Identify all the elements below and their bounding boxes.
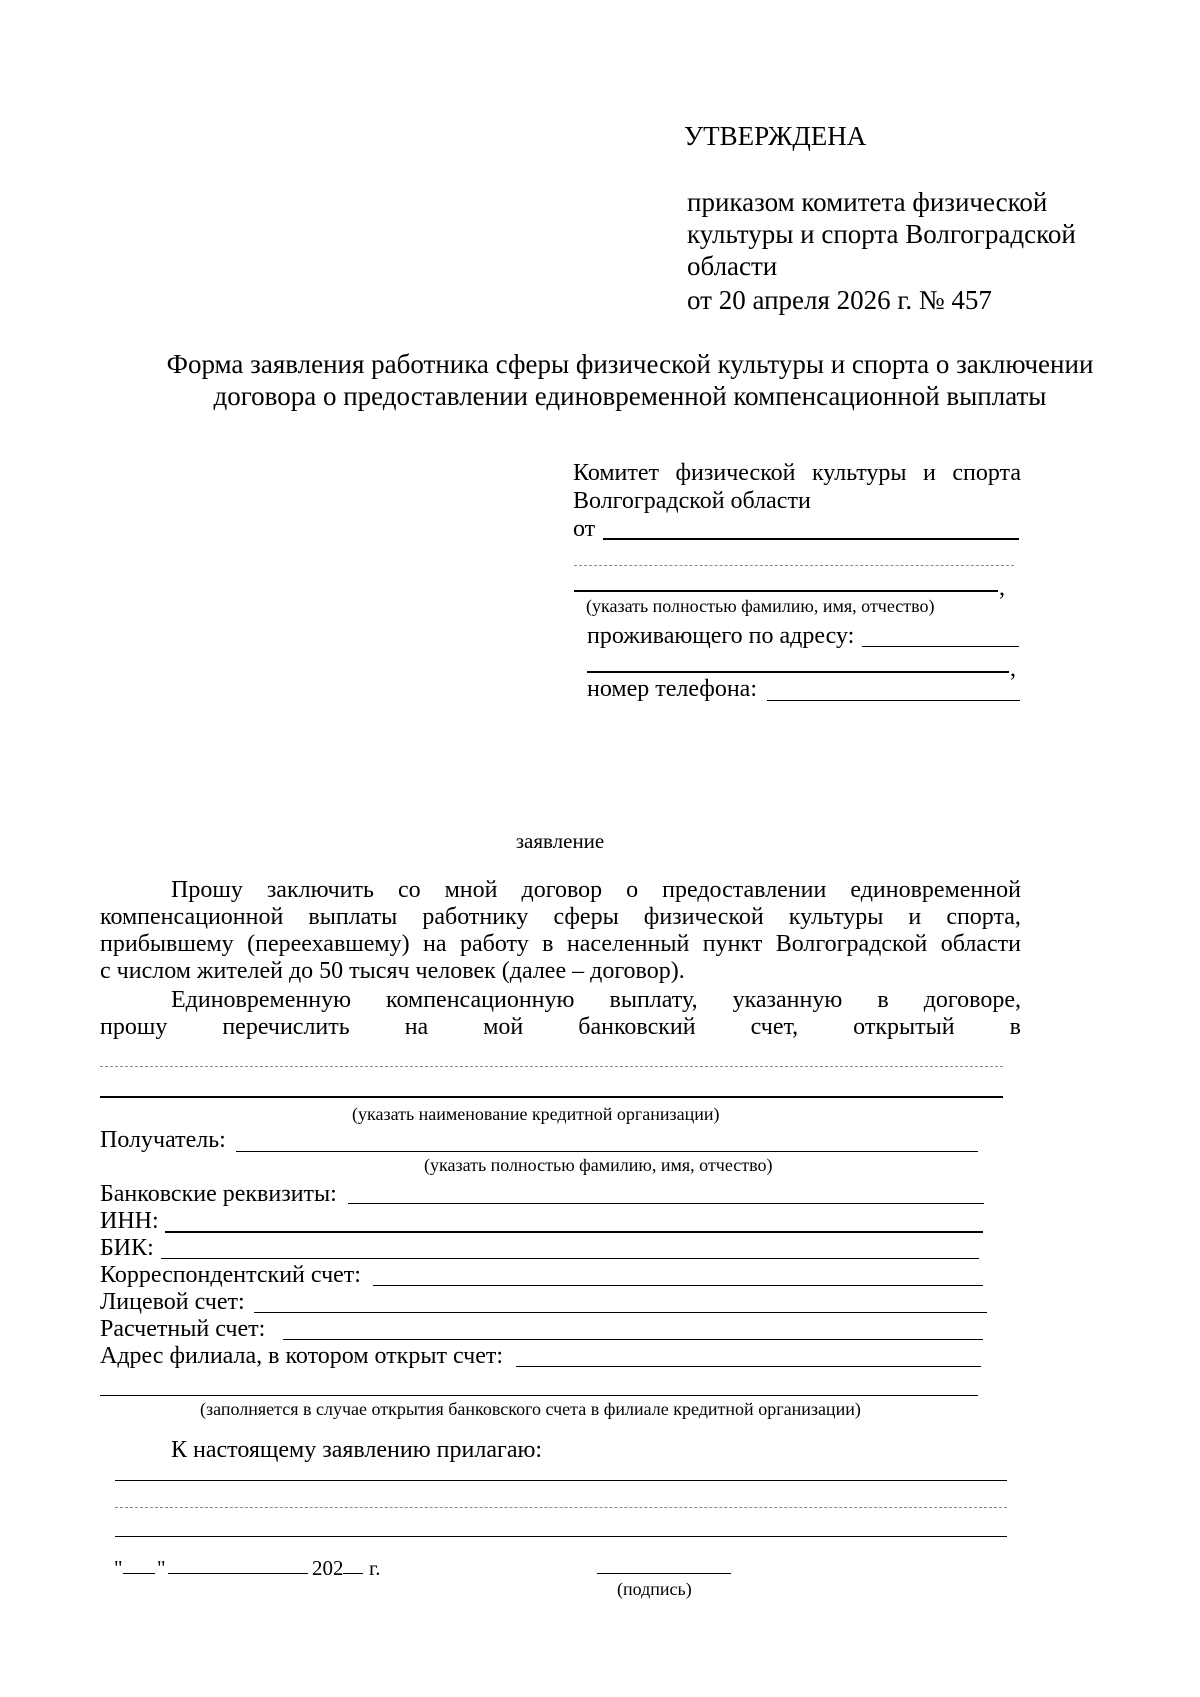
date-month-field[interactable] bbox=[168, 1573, 308, 1574]
date-year-suffix: г. bbox=[369, 1556, 381, 1580]
bank-org-hint: (указать наименование кредитной организации) bbox=[352, 1104, 720, 1124]
approval-title: УТВЕРЖДЕНА bbox=[684, 121, 867, 151]
addressee-line-1: Комитет физической культуры и спорта bbox=[573, 460, 1021, 486]
from-field[interactable] bbox=[603, 538, 1019, 540]
branch-field[interactable] bbox=[516, 1366, 981, 1367]
signature-field[interactable] bbox=[597, 1573, 731, 1574]
inn-label: ИНН: bbox=[100, 1208, 159, 1234]
phone-label: номер телефона: bbox=[587, 676, 758, 702]
from-field-2[interactable] bbox=[574, 565, 1014, 566]
corr-account-field[interactable] bbox=[373, 1285, 983, 1286]
address-field-2[interactable] bbox=[587, 671, 1009, 673]
address-field[interactable] bbox=[862, 646, 1019, 647]
signature-hint: (подпись) bbox=[617, 1579, 692, 1599]
branch-field-2[interactable] bbox=[100, 1395, 978, 1396]
para2-line-1: Единовременную компенсационную выплату, указанную в договоре, bbox=[171, 987, 1021, 1013]
inn-field[interactable] bbox=[165, 1231, 983, 1233]
from-label: от bbox=[573, 516, 596, 542]
recipient-hint: (указать полностью фамилию, имя, отчество) bbox=[424, 1155, 773, 1175]
requisites-field[interactable] bbox=[348, 1203, 984, 1204]
attachment-field-2[interactable] bbox=[115, 1507, 1007, 1508]
branch-label: Адрес филиала, в котором открыт счет: bbox=[100, 1343, 504, 1369]
attachments-label: К настоящему заявлению прилагаю: bbox=[171, 1437, 543, 1463]
date-year: 202 bbox=[312, 1556, 344, 1580]
bik-field[interactable] bbox=[161, 1258, 979, 1259]
para1-line-4: с числом жителей до 50 тысяч человек (далее – договор). bbox=[100, 958, 685, 984]
personal-account-label: Лицевой счет: bbox=[100, 1289, 245, 1315]
settlement-account-label: Расчетный счет: bbox=[100, 1316, 266, 1342]
branch-hint: (заполняется в случае открытия банковского счета в филиале кредитной организации) bbox=[200, 1399, 861, 1419]
fio-comma: , bbox=[999, 575, 1005, 601]
requisites-label: Банковские реквизиты: bbox=[100, 1181, 337, 1207]
bik-label: БИК: bbox=[100, 1235, 154, 1261]
para2-line-2: прошу перечислить на мой банковский счет, открытый в bbox=[100, 1014, 1021, 1040]
approval-line-1: приказом комитета физической bbox=[687, 187, 1048, 217]
phone-field[interactable] bbox=[767, 700, 1020, 701]
bank-org-field-1[interactable] bbox=[100, 1066, 1003, 1067]
from-field-3[interactable] bbox=[574, 590, 998, 592]
para1-line-1: Прошу заключить со мной договор о предоставлении единовременной bbox=[171, 877, 1021, 903]
personal-account-field[interactable] bbox=[254, 1312, 987, 1313]
recipient-label: Получатель: bbox=[100, 1127, 226, 1153]
statement-heading: заявление bbox=[515, 829, 605, 853]
form-title-line-2: договора о предоставлении единовременной компенсационной выплаты bbox=[213, 381, 1047, 411]
attachment-field-3[interactable] bbox=[115, 1536, 1007, 1537]
date-day-field[interactable] bbox=[123, 1573, 155, 1574]
settlement-account-field[interactable] bbox=[283, 1339, 983, 1340]
approval-line-3: области bbox=[687, 251, 778, 281]
approval-line-4: от 20 апреля 2026 г. № 457 bbox=[687, 285, 992, 315]
form-title-line-1: Форма заявления работника сферы физической культуры и спорта о заключении bbox=[166, 349, 1094, 379]
date-year-field[interactable] bbox=[343, 1573, 363, 1574]
date-quote-close: " bbox=[157, 1556, 166, 1580]
date-quote-open: " bbox=[114, 1556, 123, 1580]
corr-account-label: Корреспондентский счет: bbox=[100, 1262, 361, 1288]
bank-org-field-2[interactable] bbox=[100, 1096, 1003, 1098]
recipient-field[interactable] bbox=[236, 1151, 978, 1152]
fio-hint: (указать полностью фамилию, имя, отчество) bbox=[586, 596, 935, 616]
approval-line-2: культуры и спорта Волгоградской bbox=[687, 219, 1076, 249]
address-label: проживающего по адресу: bbox=[587, 623, 855, 649]
para1-line-2: компенсационной выплаты работнику сферы физической культуры и спорта, bbox=[100, 904, 1021, 930]
attachment-field-1[interactable] bbox=[115, 1480, 1007, 1481]
para1-line-3: прибывшему (переехавшему) на работу в населенный пункт Волгоградской области bbox=[100, 931, 1021, 957]
address-comma: , bbox=[1010, 656, 1016, 682]
addressee-line-2: Волгоградской области bbox=[573, 488, 811, 514]
